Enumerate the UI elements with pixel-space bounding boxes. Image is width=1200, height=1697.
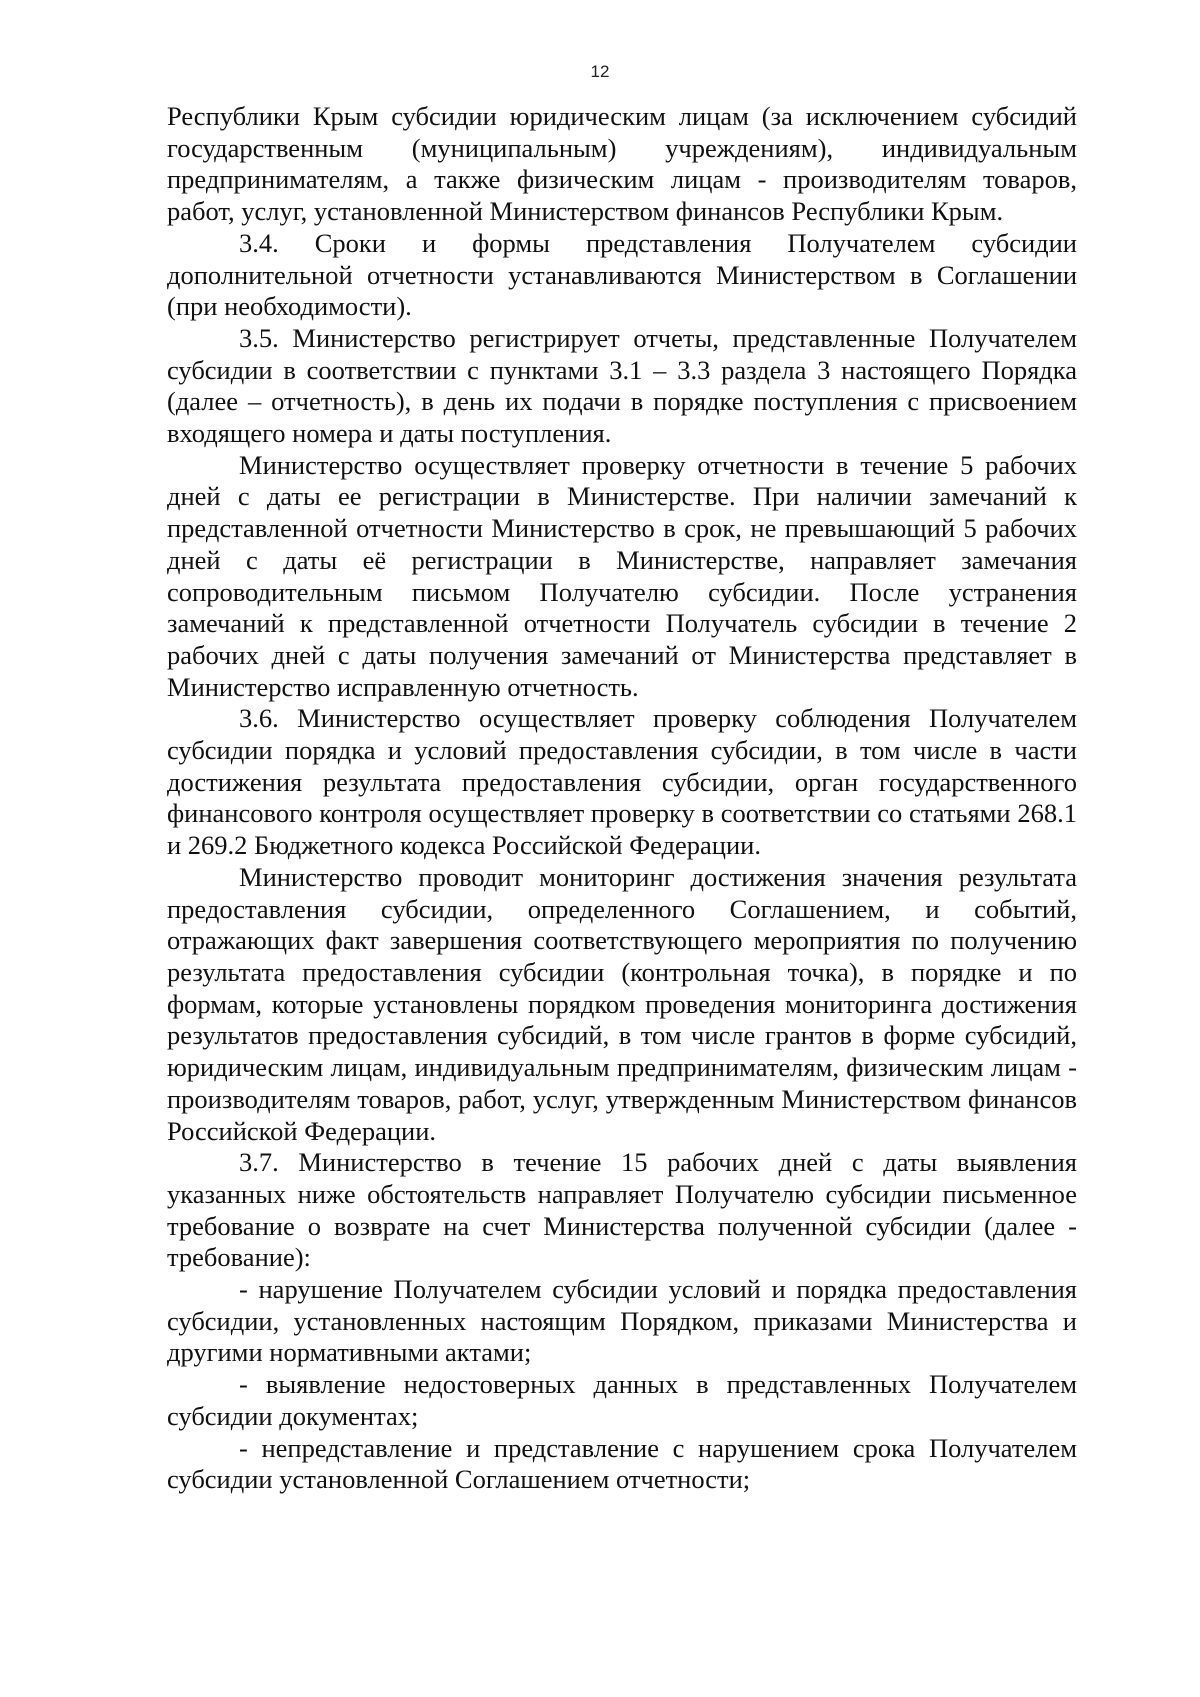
list-item-violation: - нарушение Получателем субсидии условий и порядка предоставления субсидии, установленных настоящим Порядком, приказами Министерства и другими нормативными актами; xyxy=(167,1274,1077,1368)
paragraph-3-7: 3.7. Министерство в течение 15 рабочих дней с даты выявления указанных ниже обстоятельств направляет Получателю субсидии письменное требование о возврате на счет Министерства полученной субсидии (далее - требование): xyxy=(167,1147,1077,1273)
paragraph-continuation: Республики Крым субсидии юридическим лицам (за исключением субсидий государственным (муниципальным) учреждениям), индивидуальным предпринимателям, а также физическим лицам - производителям товаров, работ, услуг, установленной Министерством финансов Республики Крым. xyxy=(167,101,1077,227)
paragraph-3-6: 3.6. Министерство осуществляет проверку соблюдения Получателем субсидии порядка и условий предоставления субсидии, в том числе в части достижения результата предоставления субсидии, орган государственного финансового контроля осуществляет проверку в соответствии со статьями 268.1 и 269.2 Бюджетного кодекса Российской Федерации. xyxy=(167,703,1077,861)
paragraph-3-4: 3.4. Сроки и формы представления Получателем субсидии дополнительной отчетности устанавливаются Министерством в Соглашении (при необходимости). xyxy=(167,227,1077,322)
list-item-unreliable-data: - выявление недостоверных данных в представленных Получателем субсидии документах; xyxy=(167,1369,1077,1431)
page-number: 12 xyxy=(590,62,610,81)
paragraph-3-6-monitoring: Министерство проводит мониторинг достижения значения результата предоставления субсидии, определенного Соглашением, и событий, отражающих факт завершения соответствующего мероприятия по получению результата предоставления субсидии (контрольная точка), в порядке и по формам, которые установлены порядком проведения мониторинга достижения результатов предоставления субсидий, в том числе грантов в форме субсидий, юридическим лицам, индивидуальным предпринимателям, физическим лицам - производителям товаров, работ, услуг, утвержденным Министерством финансов Российской Федерации. xyxy=(167,861,1077,1146)
document-body xyxy=(167,101,1077,1496)
list-item-reporting-failure: - непредставление и представление с нарушением срока Получателем субсидии установленной Соглашением отчетности; xyxy=(167,1432,1077,1495)
paragraph-3-5: 3.5. Министерство регистрирует отчеты, представленные Получателем субсидии в соответствии с пунктами 3.1 – 3.3 раздела 3 настоящего Порядка (далее – отчетность), в день их подачи в порядке поступления с присвоением входящего номера и даты поступления. xyxy=(167,322,1077,449)
paragraph-3-5-verification: Министерство осуществляет проверку отчетности в течение 5 рабочих дней с даты ее регистрации в Министерстве. При наличии замечаний к представленной отчетности Министерство в срок, не превышающий 5 рабочих дней с даты её регистрации в Министерстве, направляет замечания сопроводительным письмом Получателю субсидии. После устранения замечаний к представленной отчетности Получатель субсидии в течение 2 рабочих дней с даты получения замечаний от Министерства представляет в Министерство исправленную отчетность. xyxy=(167,449,1077,702)
